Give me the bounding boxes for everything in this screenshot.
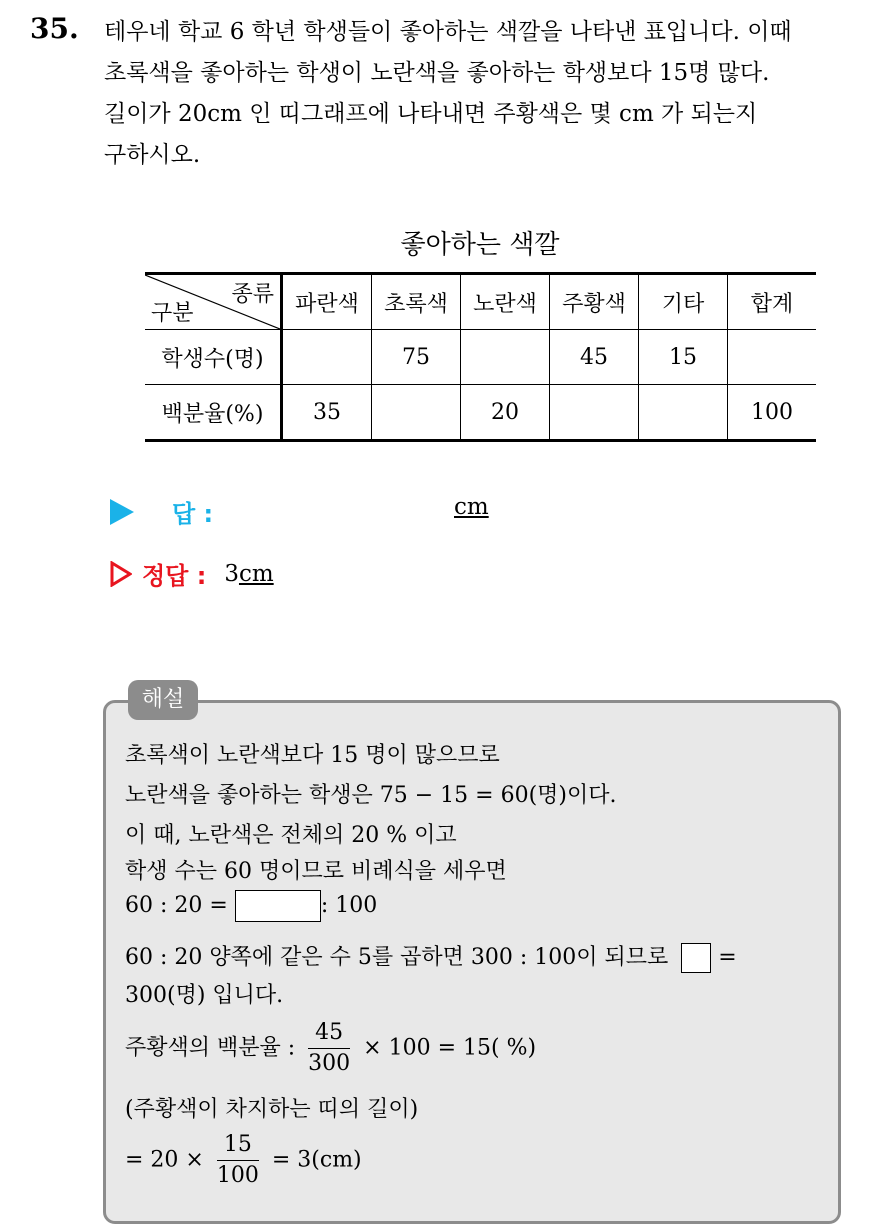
color-table bbox=[145, 272, 816, 442]
solution-line: 초록색이 노란색보다 15 명이 많으므로 bbox=[125, 743, 500, 768]
fraction-numerator: 45 bbox=[308, 1018, 350, 1049]
table-cell bbox=[639, 385, 728, 441]
question-line: 구하시오. bbox=[104, 142, 201, 168]
answer-unit: cm bbox=[454, 494, 489, 520]
header-cell: 기타 bbox=[639, 274, 728, 330]
solution-tag: 해설 bbox=[128, 680, 198, 720]
table-cell bbox=[282, 330, 372, 385]
proportion-right: : 100 bbox=[320, 893, 378, 918]
question-line: 길이가 20cm 인 띠그래프에 나타내면 주황색은 몇 cm 가 되는지 bbox=[104, 101, 758, 127]
correct-answer-label: 정답 : bbox=[142, 562, 207, 590]
outline-triangle-icon bbox=[110, 561, 132, 587]
table-cell: 35 bbox=[282, 385, 372, 441]
table-header-row bbox=[145, 274, 816, 330]
header-cell: 합계 bbox=[728, 274, 817, 330]
fraction-denominator: 100 bbox=[216, 1163, 259, 1188]
length-result: = 3(cm) bbox=[271, 1147, 362, 1173]
solution-line: 학생 수는 60 명이므로 비례식을 세우면 bbox=[125, 859, 507, 884]
equals-text: = bbox=[718, 945, 737, 970]
corner-cell bbox=[145, 274, 282, 330]
table-cell: 45 bbox=[550, 330, 639, 385]
solution-line bbox=[125, 940, 737, 973]
proportion-left: 60 : 20 = bbox=[125, 893, 235, 918]
table-cell: 75 bbox=[372, 330, 461, 385]
percentage-line bbox=[125, 1018, 536, 1079]
table-cell: 20 bbox=[461, 385, 550, 441]
answer-label: 답 : bbox=[172, 500, 214, 528]
table-cell bbox=[728, 330, 817, 385]
question-line: 초록색을 좋아하는 학생이 노란색을 좋아하는 학생보다 15명 많다. bbox=[104, 60, 770, 86]
length-prefix: = 20 × bbox=[125, 1147, 204, 1173]
answer-blank-box bbox=[681, 943, 711, 973]
percentage-result: × 100 = 15( %) bbox=[363, 1035, 537, 1061]
question-number: 35. bbox=[30, 12, 79, 45]
answer-blank-box bbox=[235, 890, 321, 922]
solution-line: 노란색을 좋아하는 학생은 75 − 15 = 60(명)이다. bbox=[125, 783, 617, 808]
header-cell: 초록색 bbox=[372, 274, 461, 330]
header-cell: 주황색 bbox=[550, 274, 639, 330]
answer-row bbox=[110, 494, 213, 529]
corner-top-label: 종류 bbox=[231, 282, 274, 307]
table-cell: 100 bbox=[728, 385, 817, 441]
percentage-label: 주황색의 백분율 : bbox=[125, 1035, 296, 1061]
row-label: 학생수(명) bbox=[145, 330, 282, 385]
solution-line: 300(명) 입니다. bbox=[125, 983, 284, 1008]
multiply-text: 60 : 20 양쪽에 같은 수 5를 곱하면 300 : 100이 되므로 bbox=[125, 945, 669, 970]
correct-answer-row bbox=[110, 556, 274, 591]
fraction bbox=[217, 1130, 259, 1191]
row-label: 백분율(%) bbox=[145, 385, 282, 441]
header-cell: 파란색 bbox=[282, 274, 372, 330]
table-cell: 15 bbox=[639, 330, 728, 385]
correct-answer-value: 3 bbox=[224, 560, 239, 587]
question-line: 테우네 학교 6 학년 학생들이 좋아하는 색깔을 나타낸 표입니다. 이때 bbox=[104, 19, 792, 45]
correct-answer-unit: cm bbox=[238, 560, 274, 587]
question-text bbox=[104, 12, 864, 176]
length-line bbox=[125, 1130, 362, 1191]
table-cell bbox=[461, 330, 550, 385]
proportion-line bbox=[125, 890, 377, 922]
table-title: 좋아하는 색깔 bbox=[400, 230, 560, 260]
table-cell bbox=[372, 385, 461, 441]
fraction-denominator: 300 bbox=[308, 1051, 351, 1076]
header-cell: 노란색 bbox=[461, 274, 550, 330]
table-row bbox=[145, 330, 816, 385]
table-cell bbox=[550, 385, 639, 441]
fraction-numerator: 15 bbox=[217, 1130, 259, 1161]
table-row bbox=[145, 385, 816, 441]
play-triangle-icon bbox=[110, 499, 134, 525]
solution-line: 이 때, 노란색은 전체의 20 % 이고 bbox=[125, 823, 457, 848]
fraction bbox=[308, 1018, 350, 1079]
corner-bottom-label: 구분 bbox=[151, 301, 194, 326]
solution-line: (주황색이 차지하는 띠의 길이) bbox=[125, 1097, 419, 1122]
